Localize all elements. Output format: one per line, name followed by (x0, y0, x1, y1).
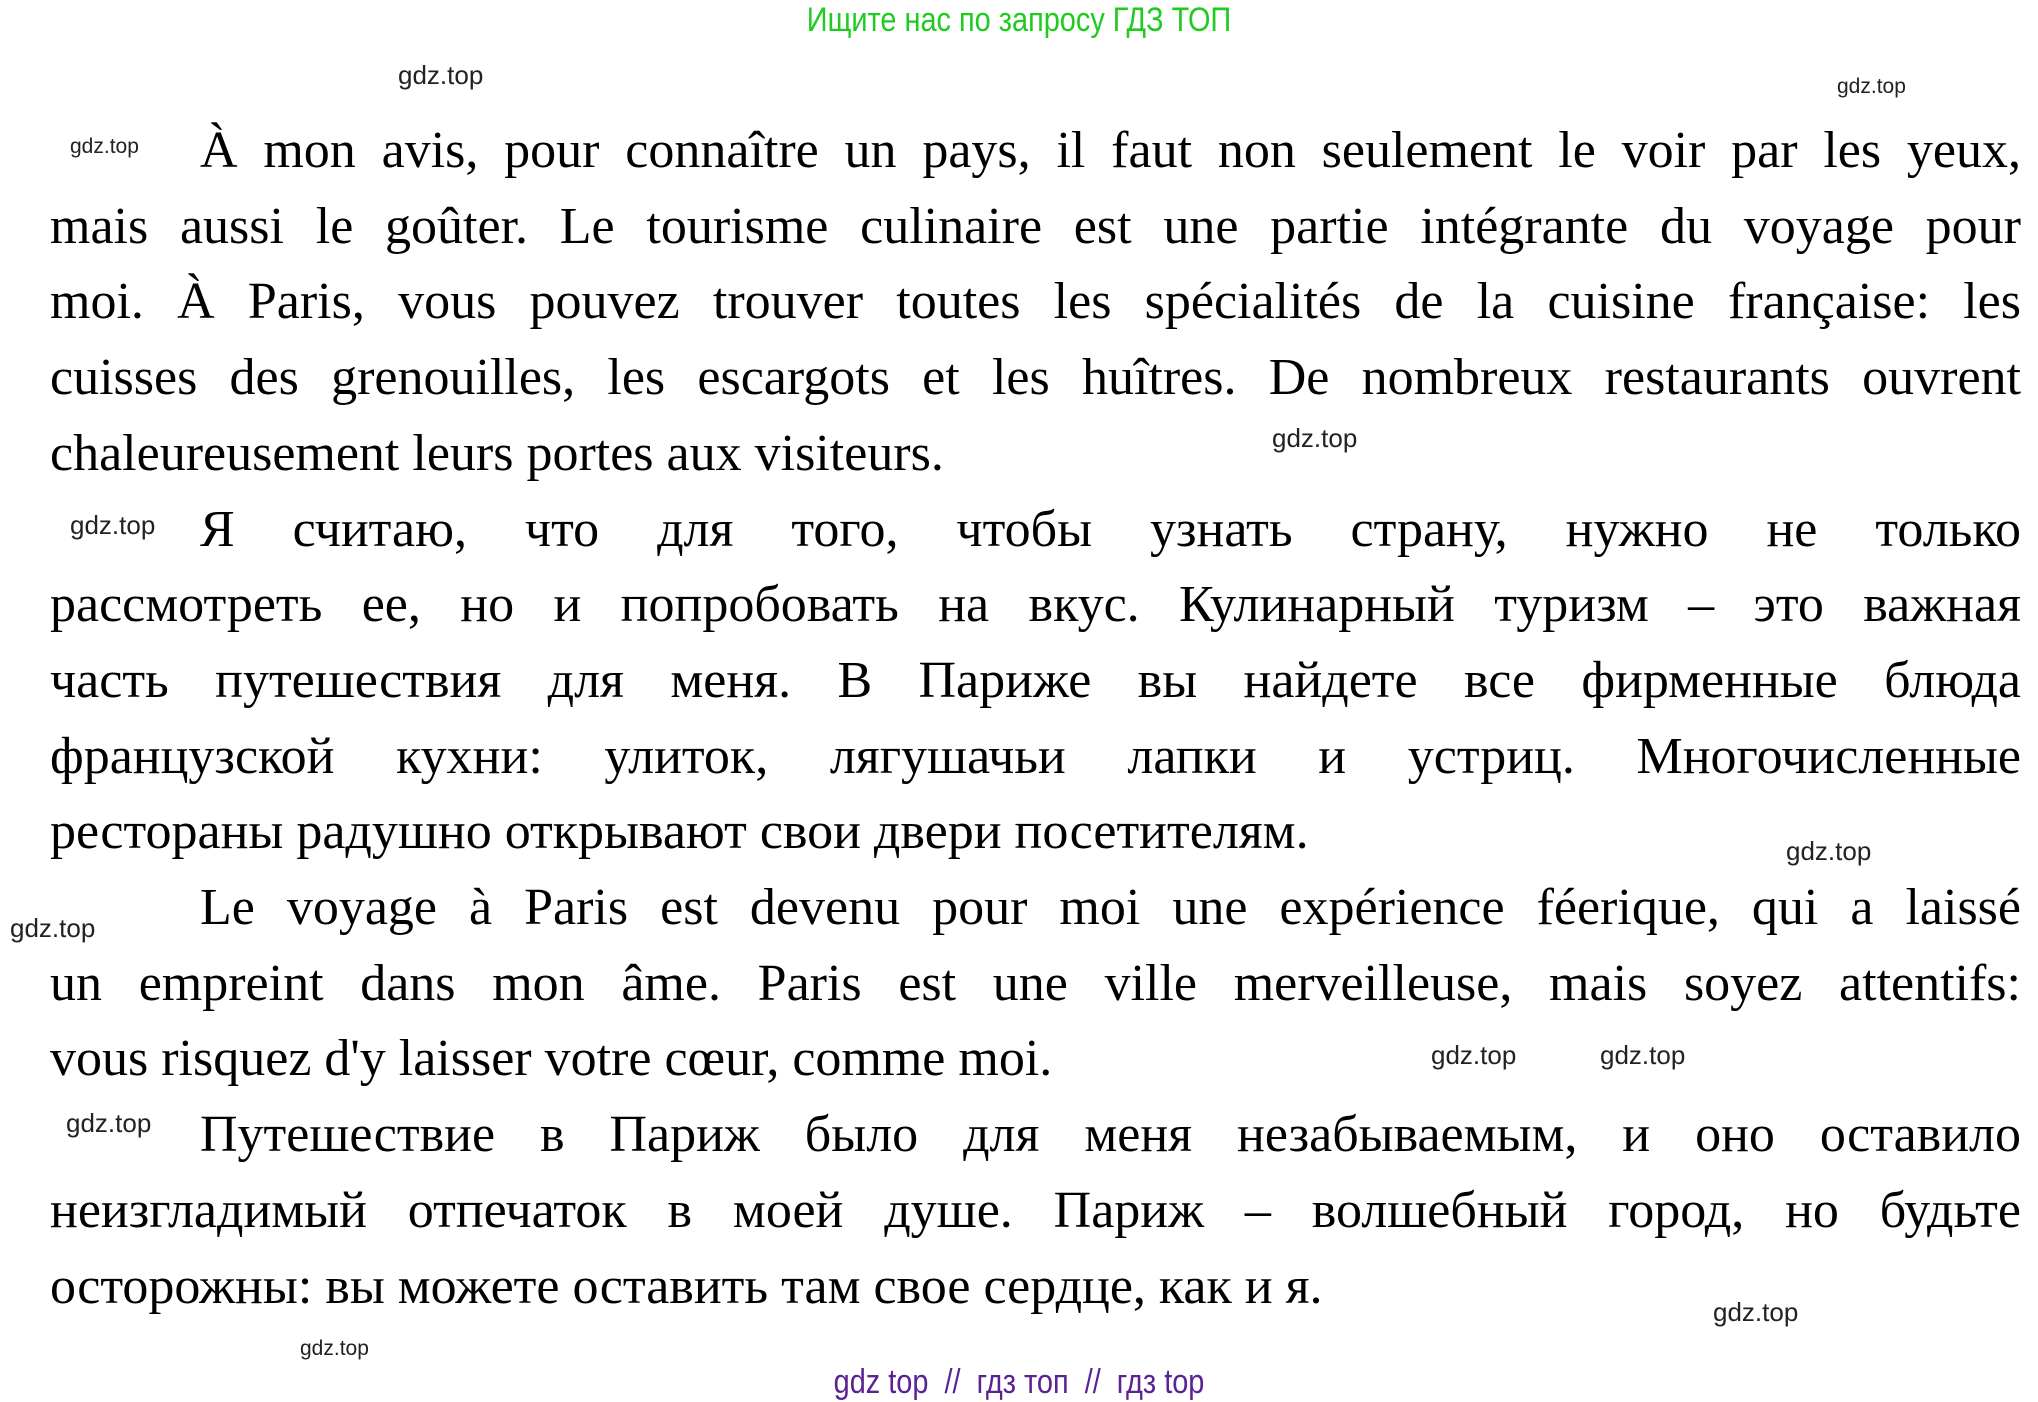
text-line: Путешествие в Париж было для меня незабываемым, и оно оставило (200, 1106, 2021, 1164)
watermark: gdz.top (1786, 836, 1872, 866)
watermark: gdz.top (70, 510, 156, 540)
paragraph-russian-2 (50, 1097, 2021, 1324)
watermark: gdz.top (1600, 1040, 1686, 1070)
watermark: gdz.top (1431, 1040, 1517, 1070)
watermark: gdz.top (300, 1337, 369, 1360)
text-line: mais aussi le goûter. Le tourisme culinaire est une partie intégrante du voyage pour (50, 197, 2021, 255)
text-line: À mon avis, pour connaître un pays, il faut non seulement le voir par les yeux, (200, 122, 2021, 179)
text-line: осторожны: вы можете оставить там свое сердце, как и я. (50, 1257, 1323, 1315)
text-line: vous risquez d'y laisser votre cœur, comme moi. (50, 1030, 1053, 1088)
text-line: рестораны радушно открывают свои двери посетителям. (50, 803, 1309, 861)
text-line: moi. À Paris, vous pouvez trouver toutes les spécialités de la cuisine française: les (50, 273, 2021, 331)
paragraph-russian-1 (50, 492, 2021, 871)
text-line: Le voyage à Paris est devenu pour moi une expérience féerique, qui a laissé (200, 879, 2021, 937)
text-line: un empreint dans mon âme. Paris est une ville merveilleuse, mais soyez attentifs: (50, 954, 2021, 1012)
watermark: gdz.top (1272, 423, 1358, 453)
text-line: французской кухни: улиток, лягушачьи лапки и устриц. Многочисленные (50, 727, 2021, 785)
text-line: Я считаю, что для того, чтобы узнать страну, нужно не только (200, 500, 2021, 558)
paragraph-french-2 (50, 870, 2021, 1097)
watermark: gdz.top (70, 135, 139, 158)
text-line: рассмотреть ее, но и попробовать на вкус. Кулинарный туризм – это важная (50, 576, 2021, 634)
watermark: gdz.top (10, 913, 96, 943)
text-line: cuisses des grenouilles, les escargots et les huîtres. De nombreux restaurants ouvrent (50, 349, 2021, 407)
search-hint-banner: Ищите нас по запросу ГДЗ ТОП (806, 1, 1232, 39)
text-line: часть путешествия для меня. В Париже вы найдете все фирменные блюда (50, 651, 2021, 709)
watermark: gdz.top (66, 1108, 152, 1138)
document-body (50, 113, 2021, 1324)
text-line: неизгладимый отпечаток в моей душе. Париж – волшебный город, но будьте (50, 1181, 2021, 1239)
footer-banner: gdz top // гдз топ // гдз top (833, 1363, 1205, 1401)
text-line: chaleureusement leurs portes aux visiteurs. (50, 424, 944, 482)
watermark: gdz.top (1837, 75, 1906, 98)
paragraph-french-1 (50, 113, 2021, 492)
watermark: gdz.top (1713, 1297, 1799, 1327)
watermark: gdz.top (398, 60, 484, 90)
